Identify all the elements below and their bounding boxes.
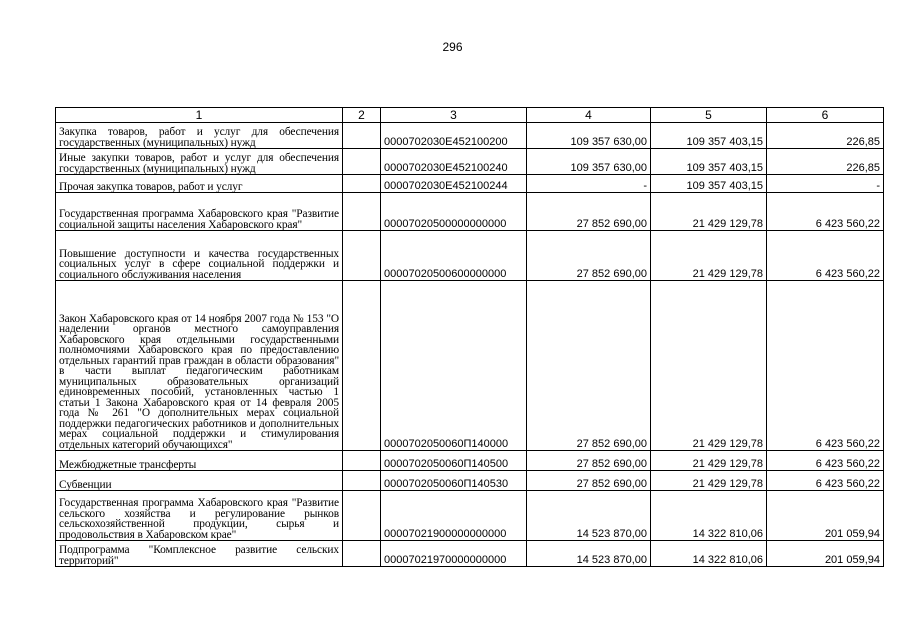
row-col2-cell xyxy=(343,281,381,451)
row-code-cell: 0000702050060П140500 xyxy=(381,451,527,471)
row-name-cell: Межбюджетные трансферты xyxy=(56,451,343,471)
row-name-cell: Субвенции xyxy=(56,471,343,491)
row-name-cell: Прочая закупка товаров, работ и услуг xyxy=(56,175,343,193)
row-col4-cell: 27 852 690,00 xyxy=(527,231,651,281)
column-header-5: 5 xyxy=(651,108,767,123)
row-col2-cell xyxy=(343,471,381,491)
row-col5-cell: 21 429 129,78 xyxy=(651,193,767,231)
row-col4-cell: 14 523 870,00 xyxy=(527,491,651,541)
row-col4-cell: - xyxy=(527,175,651,193)
row-name-cell: Повышение доступности и качества государственных социальных услуг в сфере социальной поддержки и социального обслуживания населения xyxy=(56,231,343,281)
row-col5-cell: 109 357 403,15 xyxy=(651,149,767,175)
row-col5-cell: 14 322 810,06 xyxy=(651,491,767,541)
row-col4-cell: 27 852 690,00 xyxy=(527,471,651,491)
row-col5-cell: 21 429 129,78 xyxy=(651,231,767,281)
row-name-cell: Государственная программа Хабаровского края "Развитие сельского хозяйства и регулирование рынков сельскохозяйственной продукции, сырья и продовольствия в Хабаровском крае" xyxy=(56,491,343,541)
row-col2-cell xyxy=(343,193,381,231)
row-col4-cell: 109 357 630,00 xyxy=(527,149,651,175)
row-col2-cell xyxy=(343,123,381,149)
row-col5-cell: 21 429 129,78 xyxy=(651,451,767,471)
row-code-cell: 0000702030E452100200 xyxy=(381,123,527,149)
row-col5-cell: 21 429 129,78 xyxy=(651,281,767,451)
row-col2-cell xyxy=(343,231,381,281)
row-name-cell: Подпрограмма "Комплексное развитие сельских территорий" xyxy=(56,541,343,567)
row-col6-cell: 226,85 xyxy=(767,123,884,149)
row-col6-cell: 201 059,94 xyxy=(767,541,884,567)
row-code-cell: 0000702050060П140000 xyxy=(381,281,527,451)
row-code-cell: 00007021900000000000 xyxy=(381,491,527,541)
table-row xyxy=(56,281,884,451)
row-code-cell: 0000702050060П140530 xyxy=(381,471,527,491)
row-col4-cell: 109 357 630,00 xyxy=(527,123,651,149)
row-col2-cell xyxy=(343,451,381,471)
header-row xyxy=(56,108,884,123)
row-col5-cell: 109 357 403,15 xyxy=(651,123,767,149)
column-header-4: 4 xyxy=(527,108,651,123)
row-code-cell: 0000702030E452100240 xyxy=(381,149,527,175)
table-row xyxy=(56,193,884,231)
row-col4-cell: 27 852 690,00 xyxy=(527,193,651,231)
row-code-cell: 00007020500000000000 xyxy=(381,193,527,231)
row-name-cell: Закон Хабаровского края от 14 ноября 2007 года № 153 "О наделении органов местного самоуправления Хабаровского края отдельными государственными полномочиями Хабаровского края по предоставлению отдельных гарантий прав граждан в области образования" в части выплат педагогическим работникам муниципальных образовательных организаций единовременных пособий, установленных частью 1 статьи 1 Закона Хабаровского края от 14 февраля 2005 года № 261 "О дополнительных мерах социальной поддержки педагогических работников и дополнительных мерах социальной поддержки и стимулирования отдельных категорий обучающихся" xyxy=(56,281,343,451)
table-row xyxy=(56,541,884,567)
table-row xyxy=(56,175,884,193)
row-col6-cell: 6 423 560,22 xyxy=(767,281,884,451)
row-col6-cell: 6 423 560,22 xyxy=(767,231,884,281)
row-col6-cell: - xyxy=(767,175,884,193)
table-row xyxy=(56,123,884,149)
row-col5-cell: 14 322 810,06 xyxy=(651,541,767,567)
row-col2-cell xyxy=(343,491,381,541)
row-col6-cell: 6 423 560,22 xyxy=(767,471,884,491)
row-col2-cell xyxy=(343,175,381,193)
column-header-6: 6 xyxy=(767,108,884,123)
row-col4-cell: 27 852 690,00 xyxy=(527,451,651,471)
row-col2-cell xyxy=(343,149,381,175)
row-col2-cell xyxy=(343,541,381,567)
row-name-cell: Иные закупки товаров, работ и услуг для обеспечения государственных (муниципальных) нужд xyxy=(56,149,343,175)
row-name-cell: Закупка товаров, работ и услуг для обеспечения государственных (муниципальных) нужд xyxy=(56,123,343,149)
column-header-3: 3 xyxy=(381,108,527,123)
row-col4-cell: 14 523 870,00 xyxy=(527,541,651,567)
table-row xyxy=(56,491,884,541)
row-col6-cell: 226,85 xyxy=(767,149,884,175)
table-row xyxy=(56,451,884,471)
budget-table xyxy=(55,107,884,567)
column-header-1: 1 xyxy=(56,108,343,123)
table-row xyxy=(56,471,884,491)
table-row xyxy=(56,149,884,175)
row-col5-cell: 109 357 403,15 xyxy=(651,175,767,193)
row-code-cell: 00007021970000000000 xyxy=(381,541,527,567)
row-col6-cell: 6 423 560,22 xyxy=(767,451,884,471)
row-name-cell: Государственная программа Хабаровского края "Развитие социальной защиты населения Хабаровского края" xyxy=(56,193,343,231)
column-header-2: 2 xyxy=(343,108,381,123)
row-col4-cell: 27 852 690,00 xyxy=(527,281,651,451)
row-col5-cell: 21 429 129,78 xyxy=(651,471,767,491)
table-row xyxy=(56,231,884,281)
row-col6-cell: 201 059,94 xyxy=(767,491,884,541)
row-code-cell: 00007020500600000000 xyxy=(381,231,527,281)
row-code-cell: 0000702030E452100244 xyxy=(381,175,527,193)
row-col6-cell: 6 423 560,22 xyxy=(767,193,884,231)
page-number: 296 xyxy=(442,40,463,54)
